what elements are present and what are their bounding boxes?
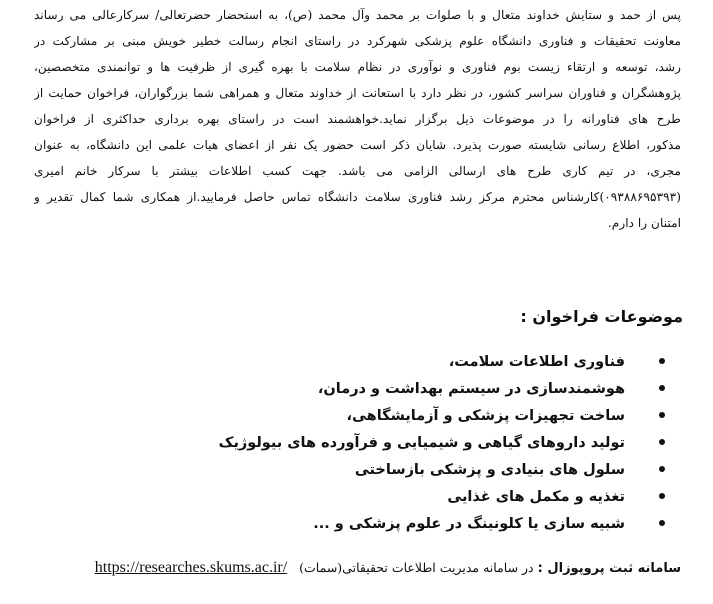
list-item <box>105 431 665 455</box>
paragraph-line: مذکور، اطلاع رسانی شایسته صورت پذیرد. شایان ذکر است حضور یک نفر از اعضای هیات علمی این دانشگاه، به عنوان <box>34 138 681 152</box>
list-item <box>105 350 665 374</box>
topic-label: شبیه سازی یا کلونینگ در علوم پزشکی و ... <box>313 516 625 532</box>
topic-label: سلول های بنیادی و پزشکی بازساختی <box>354 462 625 478</box>
bullet-icon <box>659 439 665 445</box>
paragraph-line: طرح های فناورانه را در موضوعات ذیل برگزار نماید.خواهشمند است در راستای بهره برداری حداکثری از فراخوان <box>34 112 681 126</box>
registration-line <box>41 555 681 581</box>
paragraph-line: امتنان را دارم. <box>607 216 681 230</box>
list-item <box>105 404 665 428</box>
list-item <box>105 485 665 509</box>
bullet-icon <box>659 385 665 391</box>
registration-text: در سامانه مدیریت اطلاعات تحقیقاتی(سمات) <box>299 560 534 575</box>
bullet-icon <box>659 493 665 499</box>
topic-label: تولید داروهای گیاهی و شیمیایی و فرآورده های بیولوژیک <box>218 435 625 451</box>
bullet-icon <box>659 358 665 364</box>
paragraph-line: پس از حمد و ستایش خداوند متعال و با صلوات بر محمد وآل محمد (ص)، به استحضار حضرتعالی/ سرکارعالی می رساند <box>34 8 681 22</box>
paragraph-line: مجری، در تیم کاری طرح های ارسالی الزامی می باشد. جهت کسب اطلاعات بیشتر با سرکار خانم امیری <box>34 164 681 178</box>
topic-label: تغذیه و مکمل های غذایی <box>447 489 625 505</box>
paragraph-line: معاونت تحقیقات و فناوری دانشگاه علوم پزشکی شهرکرد در راستای انجام رسالت خطیر خویش مبنی بر مشارکت در <box>34 34 681 48</box>
paragraph-line: رشد، توسعه و ارتقاء زیست بوم فناوری و نوآوری در نظام سلامت با بهره گیری از ظرفیت ها و توانمندی متخصصین، <box>34 60 681 74</box>
list-item <box>105 377 665 401</box>
list-item <box>105 512 665 536</box>
paragraph-line: پژوهشگران و فناوران سراسر کشور، در نظر دارد با استعانت از خداوند متعال و همراهی شما بزرگواران، فراخوان حمایت از <box>34 86 681 100</box>
list-item <box>105 458 665 482</box>
topics-heading: موضوعات فراخوان : <box>520 307 683 326</box>
topic-label: هوشمندسازی در سیستم بهداشت و درمان، <box>317 381 625 397</box>
paragraph-line: (۰۹۳۸۸۶۹۵۳۹۳)کارشناس محترم مرکز رشد فناوری سلامت دانشگاه تماس حاصل فرمایید.از همکاری شما کمال تقدیر و <box>34 190 681 204</box>
bullet-icon <box>659 412 665 418</box>
registration-link[interactable]: https://researches.skums.ac.ir/ <box>94 559 288 576</box>
bullet-icon <box>659 520 665 526</box>
bullet-icon <box>659 466 665 472</box>
topic-label: فناوری اطلاعات سلامت، <box>448 354 625 370</box>
registration-label: سامانه ثبت پروپوزال : <box>537 561 681 576</box>
topic-label: ساخت تجهیزات پزشکی و آزمایشگاهی، <box>346 408 625 424</box>
